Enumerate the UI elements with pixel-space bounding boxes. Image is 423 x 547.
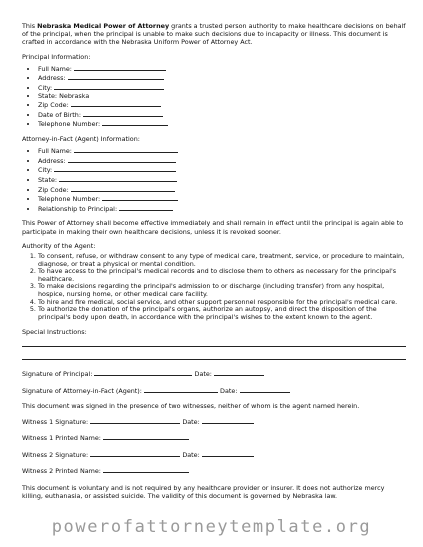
field-label: Telephone Number: <box>38 195 101 204</box>
field-blank[interactable] <box>68 73 164 80</box>
intro-post: grants a trusted person authority to make healthcare decisions on behalf of the principal, when the principal is unable to make such decisions due to incapacity or illness. This document is crafted in accordance with the Nebraska Uniform Power of Attorney Act. <box>22 22 406 47</box>
intro-paragraph <box>22 22 406 47</box>
authority-item: 2. To have access to the principal's medical records and to disclose them to others as necessary for the principal's healthcare. <box>38 268 406 283</box>
date-label: Date: <box>182 418 200 427</box>
special-instructions-label: Special Instructions: <box>22 328 87 337</box>
principal-signature-label: Signature of Principal: <box>22 370 93 379</box>
witness1-name-label: Witness 1 Printed Name: <box>22 434 101 443</box>
agent-heading: Attorney-in-Fact (Agent) Information: <box>22 134 140 143</box>
field-blank[interactable] <box>59 175 177 182</box>
witness1-signature-label: Witness 1 Signature: <box>22 418 89 427</box>
principal-phone <box>38 119 406 129</box>
field-label: Full Name: <box>38 64 72 73</box>
field-blank[interactable] <box>54 83 164 90</box>
field-blank[interactable] <box>71 100 161 107</box>
special-instructions-line-2[interactable] <box>22 349 406 360</box>
authority-item: 1. To consent, refuse, or withdraw consent to any type of medical care, treatment, service, or procedure to maintain, diagnose, or treat a physical or mental condition. <box>38 253 406 268</box>
agent-city <box>38 165 406 175</box>
date-blank[interactable] <box>202 450 254 457</box>
witness1-name-blank[interactable] <box>103 433 189 440</box>
field-blank[interactable] <box>74 64 166 71</box>
field-blank[interactable] <box>83 110 163 117</box>
date-blank[interactable] <box>240 386 290 393</box>
witness-intro: This document was signed in the presence of two witnesses, neither of whom is the agent named herein. <box>22 401 360 410</box>
principal-zip <box>38 100 406 110</box>
date-blank[interactable] <box>202 417 254 424</box>
witness1-signature-row <box>22 417 406 426</box>
principal-city <box>38 83 406 93</box>
witness2-signature-label: Witness 2 Signature: <box>22 450 89 459</box>
principal-state <box>38 93 406 101</box>
field-label: State: Nebraska <box>38 91 90 100</box>
principal-signature-row <box>22 369 406 378</box>
date-label: Date: <box>182 450 200 459</box>
agent-zip <box>38 185 406 195</box>
field-label: Full Name: <box>38 147 72 156</box>
field-label: State: <box>38 175 58 184</box>
witness2-name-blank[interactable] <box>103 466 189 473</box>
agent-phone <box>38 194 406 204</box>
field-label: City: <box>38 84 53 92</box>
field-blank[interactable] <box>102 119 168 126</box>
agent-signature-row <box>22 386 406 395</box>
principal-heading: Principal Information: <box>22 52 91 61</box>
field-blank[interactable] <box>68 156 176 163</box>
agent-fields <box>22 146 406 213</box>
authority-item: 3. To make decisions regarding the principal's admission to or discharge (including transfer) from any hospital, hospice, nursing home, or other medical care facility. <box>38 283 406 298</box>
witness2-signature-blank[interactable] <box>90 450 180 457</box>
field-label: Address: <box>38 74 66 83</box>
witness2-signature-row <box>22 450 406 459</box>
field-label: Telephone Number: <box>38 120 101 129</box>
agent-signature-blank[interactable] <box>144 386 218 393</box>
authority-item: 5. To authorize the donation of the principal's organs, authorize an autopsy, and direct the disposition of the principal's body upon death, in accordance with the principal's wishes to the extent known to the agent. <box>38 306 406 321</box>
agent-state <box>38 175 406 185</box>
date-blank[interactable] <box>214 369 264 376</box>
agent-full-name <box>38 146 406 156</box>
field-label: City: <box>38 166 53 175</box>
date-label: Date: <box>220 386 238 395</box>
intro-pre: This <box>22 22 38 30</box>
field-blank[interactable] <box>54 165 176 172</box>
date-label: Date: <box>194 370 212 379</box>
closing-paragraph: This document is voluntary and is not required by any healthcare provider or insurer. It does not authorize mercy killing, euthanasia, or assisted suicide. The validity of this document is governed by Nebraska law. <box>22 483 385 501</box>
principal-fields <box>22 64 406 129</box>
field-label: Zip Code: <box>38 185 69 194</box>
authority-item: 4. To hire and fire medical, social service, and other support personnel responsible for the principal's medical care. <box>38 299 406 307</box>
principal-signature-blank[interactable] <box>94 369 192 376</box>
document-body <box>22 22 406 500</box>
witness1-signature-blank[interactable] <box>90 417 180 424</box>
field-label: Date of Birth: <box>38 110 81 119</box>
authority-list <box>22 253 406 321</box>
special-instructions-line-1[interactable] <box>22 336 406 347</box>
agent-address <box>38 156 406 166</box>
principal-dob <box>38 110 406 120</box>
field-blank[interactable] <box>71 185 175 192</box>
witness1-name-row <box>22 433 406 442</box>
watermark-url: powerofattorneytemplate.org <box>51 517 372 537</box>
witness2-name-row <box>22 466 406 475</box>
field-blank[interactable] <box>74 146 178 153</box>
witness2-name-label: Witness 2 Printed Name: <box>22 466 101 475</box>
field-label: Zip Code: <box>38 101 69 110</box>
field-label: Address: <box>38 156 66 165</box>
field-blank[interactable] <box>102 194 178 201</box>
document-title: Nebraska Medical Power of Attorney <box>37 22 170 30</box>
authority-heading: Authority of the Agent: <box>22 241 96 250</box>
principal-address <box>38 73 406 83</box>
agent-relationship <box>38 204 406 214</box>
field-blank[interactable] <box>119 204 173 211</box>
effective-paragraph: This Power of Attorney shall become effective immediately and shall remain in effect until the principal is again able to participate in making their own healthcare decisions, unless it is revoked sooner. <box>22 219 404 236</box>
agent-signature-label: Signature of Attorney-in-Fact (Agent): <box>22 386 142 395</box>
principal-full-name <box>38 64 406 74</box>
field-label: Relationship to Principal: <box>38 204 118 213</box>
